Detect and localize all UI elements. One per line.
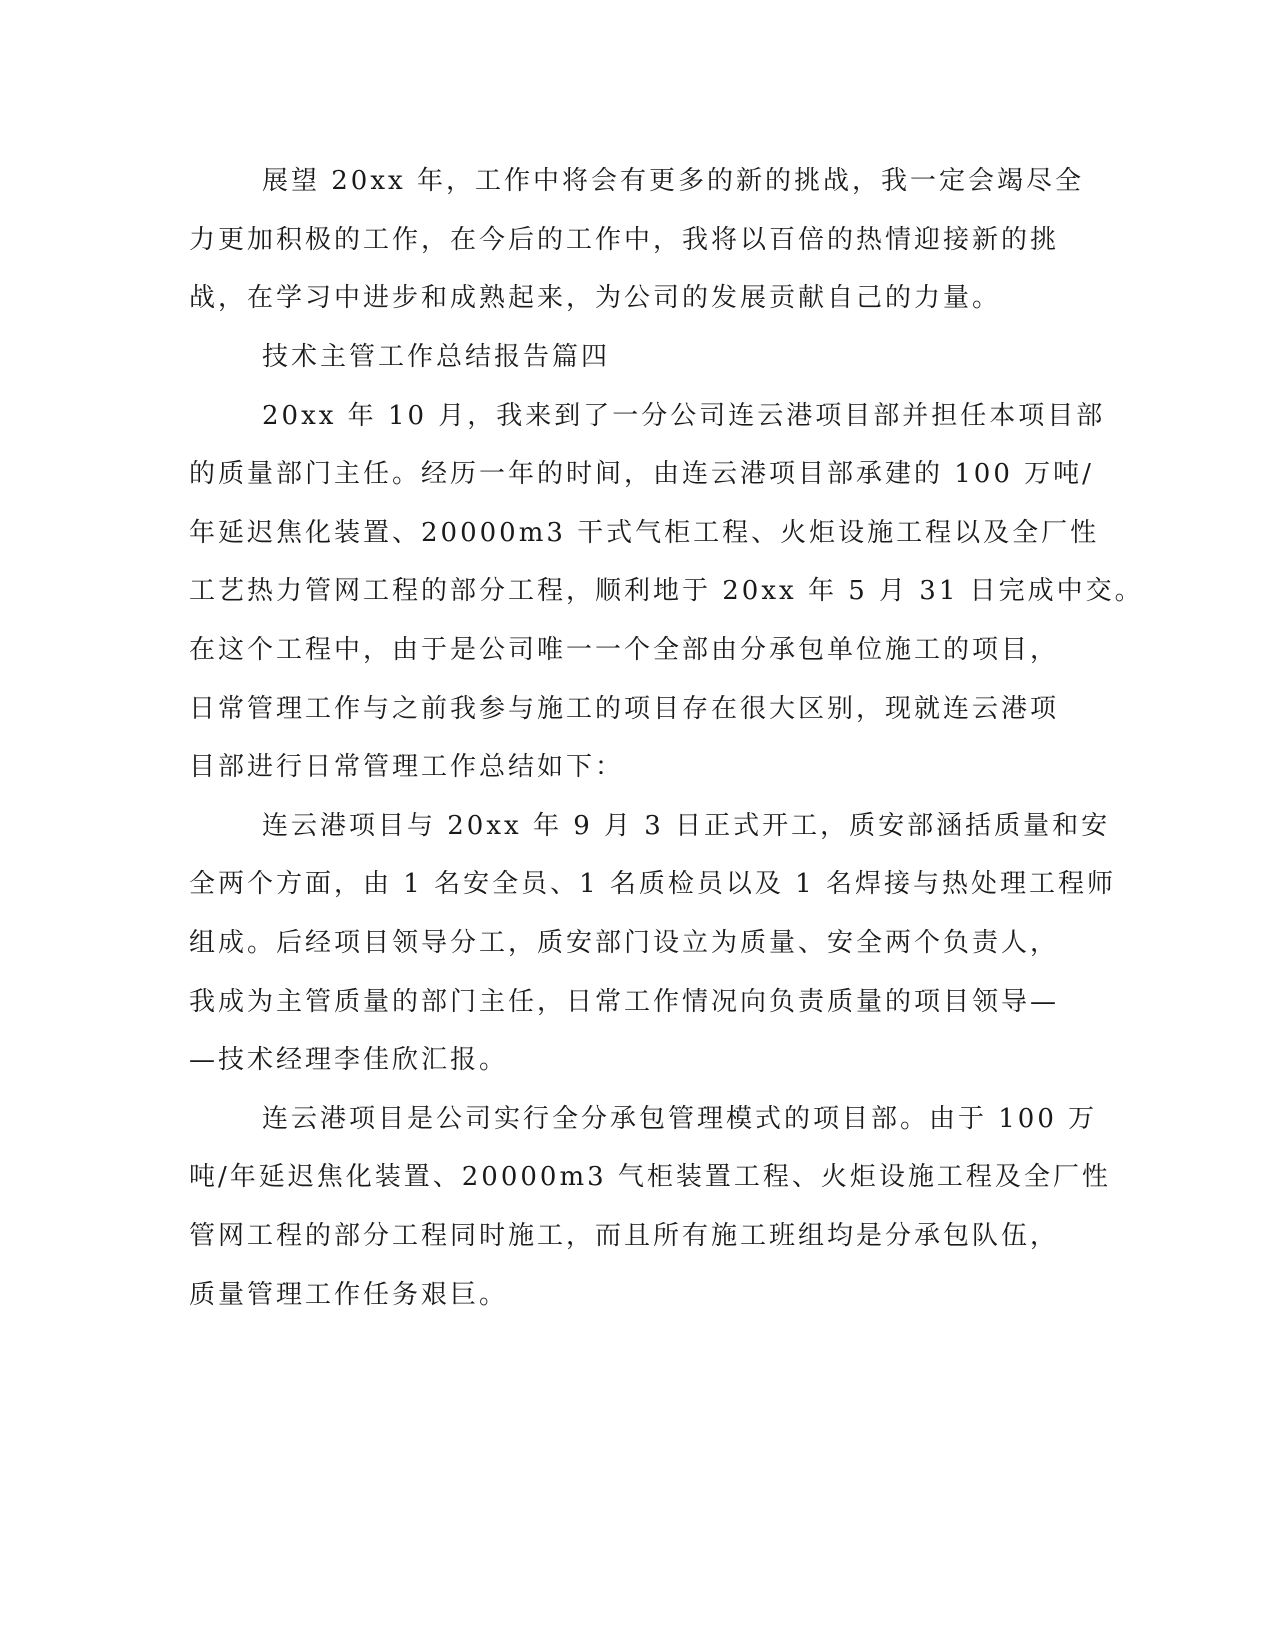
- text-line: 战，在学习中进步和成熟起来，为公司的发展贡献自己的力量。: [189, 283, 1002, 313]
- text-line: 质量管理工作任务艰巨。: [189, 1280, 509, 1310]
- text-line: 全两个方面，由 1 名安全员、1 名质检员以及 1 名焊接与热处理工程师: [189, 869, 1116, 899]
- text-line: 力更加积极的工作，在今后的工作中，我将以百倍的热情迎接新的挑: [189, 225, 1060, 255]
- text-line: 我成为主管质量的部门主任，日常工作情况向负责质量的项目领导—: [189, 987, 1060, 1017]
- text-line: 吨/年延迟焦化装置、20000m3 气柜装置工程、火炬设施工程及全厂性: [189, 1162, 1111, 1192]
- text-line: 工艺热力管网工程的部分工程，顺利地于 20xx 年 5 月 31 日完成中交。: [189, 576, 1144, 606]
- text-line: 目部进行日常管理工作总结如下：: [189, 752, 625, 782]
- text-line: —技术经理李佳欣汇报。: [189, 1045, 509, 1075]
- text-line: 在这个工程中，由于是公司唯一一个全部由分承包单位施工的项目，: [189, 635, 1060, 665]
- section-heading: 技术主管工作总结报告篇四: [262, 342, 611, 372]
- text-line: 的质量部门主任。经历一年的时间，由连云港项目部承建的 100 万吨/: [189, 459, 1094, 489]
- text-line: 管网工程的部分工程同时施工，而且所有施工班组均是分承包队伍，: [189, 1221, 1060, 1251]
- text-line: 连云港项目是公司实行全分承包管理模式的项目部。由于 100 万: [262, 1104, 1098, 1134]
- text-line: 展望 20xx 年，工作中将会有更多的新的挑战，我一定会竭尽全: [262, 166, 1084, 196]
- text-line: 20xx 年 10 月，我来到了一分公司连云港项目部并担任本项目部: [262, 401, 1106, 431]
- text-line: 年延迟焦化装置、20000m3 干式气柜工程、火炬设施工程以及全厂性: [189, 518, 1100, 548]
- text-line: 连云港项目与 20xx 年 9 月 3 日正式开工，质安部涵括质量和安: [262, 811, 1111, 841]
- text-line: 组成。后经项目领导分工，质安部门设立为质量、安全两个负责人，: [189, 928, 1060, 958]
- text-line: 日常管理工作与之前我参与施工的项目存在很大区别，现就连云港项: [189, 694, 1060, 724]
